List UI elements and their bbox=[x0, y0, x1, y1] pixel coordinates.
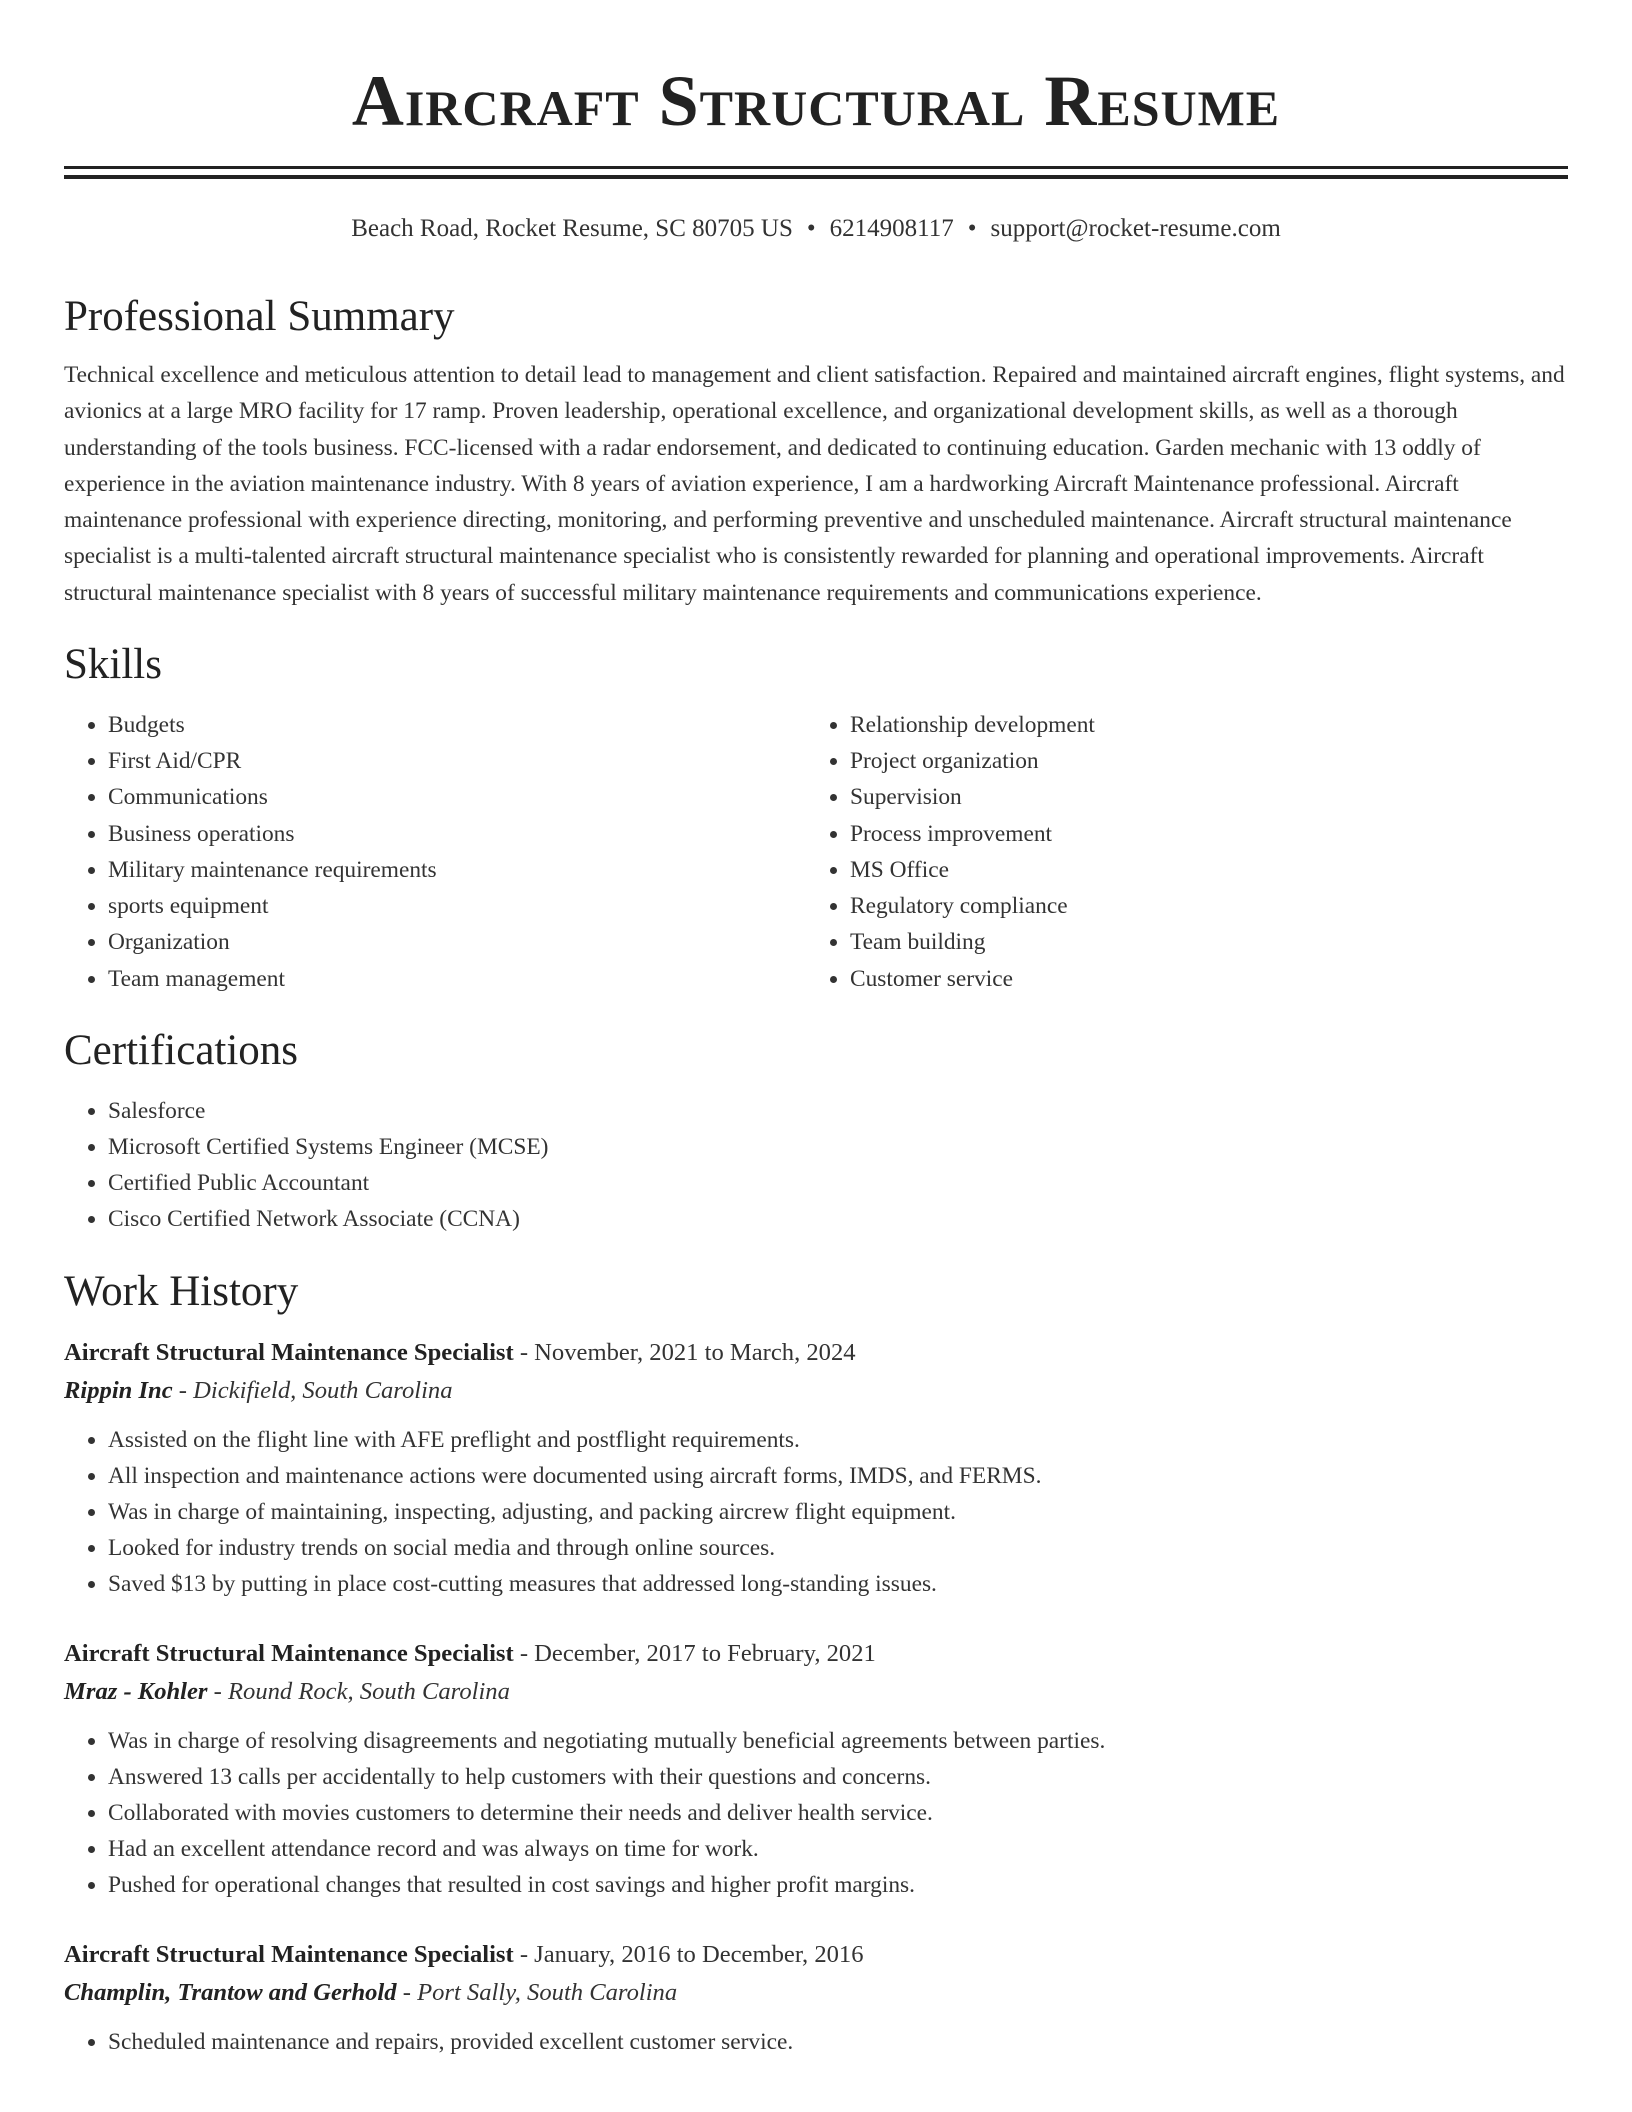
job-bullets bbox=[64, 1723, 1568, 1904]
job-dates: December, 2017 to February, 2021 bbox=[534, 1639, 876, 1667]
job-role: Aircraft Structural Maintenance Specialist bbox=[64, 1338, 514, 1366]
job-company: Champlin, Trantow and Gerhold bbox=[64, 1978, 397, 2006]
job-bullet: • Saved $13 by putting in place cost-cutting measures that addressed long-standing issues. bbox=[108, 1566, 1568, 1602]
contact-email: support@rocket-resume.com bbox=[990, 215, 1281, 242]
job-company: Rippin Inc bbox=[64, 1376, 173, 1404]
job-dates: January, 2016 to December, 2016 bbox=[534, 1940, 864, 1968]
skill-item: • Military maintenance requirements bbox=[108, 852, 806, 888]
job-role: Aircraft Structural Maintenance Specialist bbox=[64, 1639, 514, 1667]
job-bullet: • Looked for industry trends on social media and through online sources. bbox=[108, 1530, 1568, 1566]
skills-heading: Skills bbox=[64, 641, 162, 689]
job-title-line: Aircraft Structural Maintenance Specialist - January, 2016 to December, 2016 bbox=[64, 1940, 864, 1968]
job-company-line: Champlin, Trantow and Gerhold - Port Sally, South Carolina bbox=[64, 1978, 678, 2006]
job-bullet: • Pushed for operational changes that resulted in cost savings and higher profit margins. bbox=[108, 1867, 1568, 1903]
certification-item: • Salesforce bbox=[108, 1093, 1568, 1129]
summary-heading: Professional Summary bbox=[64, 293, 455, 340]
summary-text: Technical excellence and meticulous attention to detail lead to management and client satisfaction. Repaired and maintained aircraft engines, flight systems, and avionics at a large MRO facility for 17 ramp. Proven leadership, operational excellence, and organizational development skills, as well as a thorough understanding of the tools business. FCC-licensed with a radar endorsement, and dedicated to continuing education. Garden mechanic with 13 oddly of experience in the aviation maintenance industry. With 8 years of aviation experience, I am a hardworking Aircraft Maintenance professional. Aircraft maintenance professional with experience directing, monitoring, and performing preventive and unscheduled maintenance. Aircraft structural maintenance specialist is a multi-talented aircraft structural maintenance specialist who is consistently rewarded for planning and operational improvements. Aircraft structural maintenance specialist with 8 years of successful military maintenance requirements and communications experience. bbox=[64, 362, 1565, 606]
job-bullet: • Was in charge of maintaining, inspecting, adjusting, and packing aircrew flight equipment. bbox=[108, 1494, 1568, 1530]
job-bullet: • Assisted on the flight line with AFE preflight and postflight requirements. bbox=[108, 1422, 1568, 1458]
job-bullets bbox=[64, 2024, 1568, 2060]
title-divider-bottom bbox=[64, 175, 1568, 179]
skill-item: • Supervision bbox=[850, 779, 1548, 815]
job-location: Port Sally, South Carolina bbox=[417, 1978, 678, 2006]
resume-title: Aircraft Structural Resume bbox=[351, 61, 1281, 141]
skills-grid bbox=[64, 707, 1568, 997]
job-location: Round Rock, South Carolina bbox=[228, 1677, 510, 1705]
certifications-heading: Certifications bbox=[64, 1026, 299, 1074]
contact-separator: • bbox=[806, 215, 816, 242]
skill-item: • Relationship development bbox=[850, 707, 1548, 743]
certification-item: • Cisco Certified Network Associate (CCNA) bbox=[108, 1201, 1568, 1237]
contact-separator: • bbox=[967, 215, 977, 242]
job-bullet: • Answered 13 calls per accidentally to help customers with their questions and concerns. bbox=[108, 1759, 1568, 1795]
skill-item: • Regulatory compliance bbox=[850, 888, 1548, 924]
skill-item: • Team building bbox=[850, 924, 1548, 960]
job-entry bbox=[64, 1334, 1568, 1603]
skill-item: • Organization bbox=[108, 924, 806, 960]
job-role: Aircraft Structural Maintenance Specialist bbox=[64, 1940, 514, 1968]
contact-address: Beach Road, Rocket Resume, SC 80705 US bbox=[351, 215, 793, 242]
work-history-heading: Work History bbox=[64, 1267, 299, 1315]
resume-page bbox=[64, 0, 1568, 2060]
job-bullets bbox=[64, 1422, 1568, 1603]
skill-item: • Business operations bbox=[108, 816, 806, 852]
job-company-line: Mraz - Kohler - Round Rock, South Carolina bbox=[64, 1677, 510, 1705]
skill-item: • Process improvement bbox=[850, 816, 1548, 852]
skill-item: • First Aid/CPR bbox=[108, 743, 806, 779]
job-dates: November, 2021 to March, 2024 bbox=[534, 1338, 856, 1366]
skill-item: • sports equipment bbox=[108, 888, 806, 924]
job-bullet: • Had an excellent attendance record and was always on time for work. bbox=[108, 1831, 1568, 1867]
job-entry bbox=[64, 1936, 1568, 2060]
skill-item: • MS Office bbox=[850, 852, 1548, 888]
certifications-list bbox=[64, 1093, 1568, 1238]
job-location: Dickifield, South Carolina bbox=[193, 1376, 453, 1404]
certification-item: • Microsoft Certified Systems Engineer (MCSE) bbox=[108, 1129, 1568, 1165]
skill-item: • Customer service bbox=[850, 961, 1548, 997]
job-title-line: Aircraft Structural Maintenance Specialist - December, 2017 to February, 2021 bbox=[64, 1639, 876, 1667]
title-divider-top bbox=[64, 166, 1568, 169]
skills-column-left bbox=[64, 707, 806, 997]
job-bullet: • All inspection and maintenance actions were documented using aircraft forms, IMDS, and FERMS. bbox=[108, 1458, 1568, 1494]
contact-phone: 6214908117 bbox=[829, 215, 954, 242]
skill-item: • Budgets bbox=[108, 707, 806, 743]
job-bullet: • Scheduled maintenance and repairs, provided excellent customer service. bbox=[108, 2024, 1568, 2060]
certification-item: • Certified Public Accountant bbox=[108, 1165, 1568, 1201]
job-company-line: Rippin Inc - Dickifield, South Carolina bbox=[64, 1376, 453, 1404]
skill-item: • Team management bbox=[108, 961, 806, 997]
job-company: Mraz - Kohler bbox=[64, 1677, 208, 1705]
job-title-line: Aircraft Structural Maintenance Specialist - November, 2021 to March, 2024 bbox=[64, 1338, 856, 1366]
skill-item: • Communications bbox=[108, 779, 806, 815]
skills-column-right bbox=[806, 707, 1548, 997]
contact-line bbox=[64, 213, 1568, 245]
skill-item: • Project organization bbox=[850, 743, 1548, 779]
job-entry bbox=[64, 1635, 1568, 1904]
job-bullet: • Was in charge of resolving disagreements and negotiating mutually beneficial agreements between parties. bbox=[108, 1723, 1568, 1759]
job-bullet: • Collaborated with movies customers to determine their needs and deliver health service. bbox=[108, 1795, 1568, 1831]
